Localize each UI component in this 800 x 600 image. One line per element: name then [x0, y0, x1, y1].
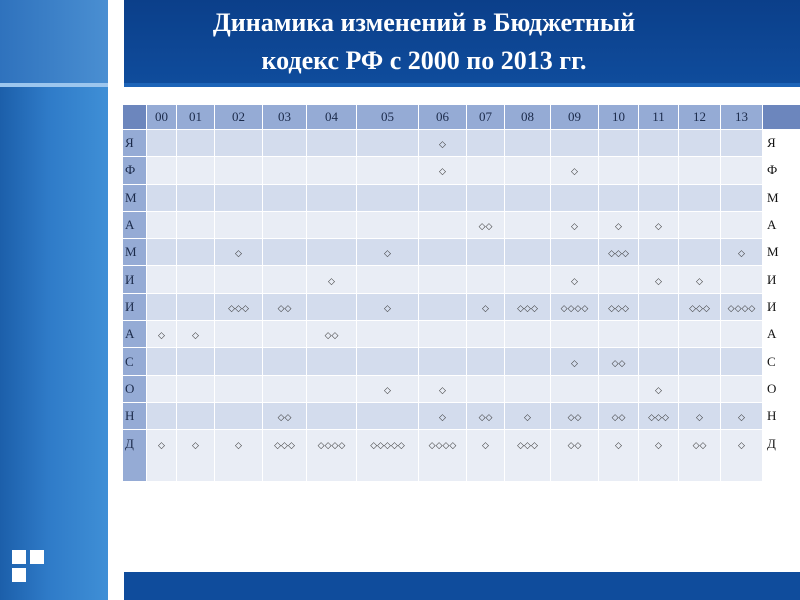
amendments-table	[122, 104, 800, 482]
table-cell	[147, 293, 177, 320]
table-cell	[467, 293, 505, 320]
table-row	[123, 402, 800, 429]
amendment-marker: ◇◇◇◇	[317, 441, 346, 452]
row-label-right: Д	[763, 430, 800, 482]
col-header: 11	[639, 105, 679, 130]
table-cell	[721, 375, 763, 402]
table-cell	[215, 375, 263, 402]
amendment-marker: ◇	[158, 441, 165, 452]
amendment-marker: ◇◇◇	[648, 413, 669, 424]
amendment-marker: ◇	[158, 331, 165, 342]
table-cell	[419, 211, 467, 238]
table-cell	[147, 430, 177, 482]
amendment-marker: ◇◇◇◇	[560, 303, 589, 314]
amendment-marker: ◇◇◇	[608, 249, 629, 260]
table-cell	[263, 211, 307, 238]
amendment-marker: ◇◇	[611, 413, 626, 424]
table-cell	[215, 293, 263, 320]
table-cell	[599, 402, 639, 429]
slide-title-line2: кодекс РФ с 2000 по 2013 гг.	[261, 46, 587, 75]
table-row	[123, 184, 800, 211]
table-cell	[639, 157, 679, 184]
amendment-marker: ◇◇◇	[689, 303, 710, 314]
row-label-right: А	[763, 321, 800, 348]
table-cell	[551, 266, 599, 293]
amendment-marker: ◇	[439, 413, 446, 424]
table-cell	[419, 321, 467, 348]
table-cell	[307, 430, 357, 482]
col-header: 07	[467, 105, 505, 130]
table-cell	[357, 402, 419, 429]
table-cell	[419, 402, 467, 429]
table-cell	[551, 375, 599, 402]
table-cell	[467, 375, 505, 402]
table-cell	[419, 266, 467, 293]
table-cell	[505, 321, 551, 348]
table-cell	[357, 239, 419, 266]
col-header: 01	[177, 105, 215, 130]
divider-line	[118, 0, 120, 600]
table-cell	[177, 184, 215, 211]
amendment-marker: ◇◇◇	[274, 441, 295, 452]
table-cell	[307, 211, 357, 238]
amendment-marker: ◇◇◇	[517, 441, 538, 452]
amendment-marker: ◇	[439, 140, 446, 151]
row-label: А	[123, 321, 147, 348]
col-header: 13	[721, 105, 763, 130]
amendment-marker: ◇	[384, 249, 391, 260]
table-cell	[551, 293, 599, 320]
amendment-marker: ◇	[482, 441, 489, 452]
row-label: М	[123, 184, 147, 211]
table-row	[123, 266, 800, 293]
table-cell	[467, 266, 505, 293]
table-row	[123, 430, 800, 482]
amendment-marker: ◇	[655, 441, 662, 452]
table-cell	[639, 184, 679, 211]
table-cell	[599, 239, 639, 266]
col-header: 06	[419, 105, 467, 130]
table-cell	[721, 130, 763, 157]
table-cell	[419, 130, 467, 157]
row-label: Н	[123, 402, 147, 429]
table-cell	[599, 211, 639, 238]
table-cell	[147, 402, 177, 429]
table-cell	[551, 321, 599, 348]
row-label: А	[123, 211, 147, 238]
amendment-marker: ◇	[655, 385, 662, 396]
table-cell	[177, 375, 215, 402]
row-label: Я	[123, 130, 147, 157]
table-cell	[679, 211, 721, 238]
table-cell	[551, 211, 599, 238]
table-row	[123, 321, 800, 348]
table-cell	[147, 239, 177, 266]
row-label: Ф	[123, 157, 147, 184]
table-cell	[551, 348, 599, 375]
table-cell	[639, 375, 679, 402]
row-label: И	[123, 293, 147, 320]
table-cell	[307, 184, 357, 211]
row-label-right: М	[763, 184, 800, 211]
table-cell	[307, 130, 357, 157]
table-cell	[215, 321, 263, 348]
table-cell	[307, 375, 357, 402]
amendment-marker: ◇	[571, 276, 578, 287]
row-label-right: И	[763, 266, 800, 293]
amendment-marker: ◇	[738, 441, 745, 452]
amendment-marker: ◇◇◇	[228, 303, 249, 314]
table-cell	[639, 211, 679, 238]
row-label-right: Ф	[763, 157, 800, 184]
table-cell	[639, 348, 679, 375]
table-row	[123, 375, 800, 402]
table-cell	[679, 375, 721, 402]
table-cell	[639, 430, 679, 482]
table-cell	[467, 157, 505, 184]
table-cell	[263, 348, 307, 375]
table-cell	[551, 157, 599, 184]
col-header: 05	[357, 105, 419, 130]
amendment-marker: ◇◇	[611, 358, 626, 369]
table-cell	[357, 157, 419, 184]
amendment-marker: ◇◇◇	[517, 303, 538, 314]
col-header: 02	[215, 105, 263, 130]
amendment-marker: ◇	[738, 249, 745, 260]
col-header: 00	[147, 105, 177, 130]
table-cell	[505, 239, 551, 266]
col-header: 09	[551, 105, 599, 130]
table-cell	[357, 430, 419, 482]
table-cell	[215, 130, 263, 157]
table-cell	[505, 402, 551, 429]
row-label-right: А	[763, 211, 800, 238]
table-cell	[147, 375, 177, 402]
table-cell	[505, 184, 551, 211]
table-cell	[551, 430, 599, 482]
table-cell	[147, 157, 177, 184]
table-cell	[419, 430, 467, 482]
table-cell	[599, 184, 639, 211]
table-cell	[505, 211, 551, 238]
amendment-marker: ◇◇	[692, 441, 707, 452]
table-cell	[263, 266, 307, 293]
table-cell	[215, 348, 263, 375]
logo-icon	[12, 550, 46, 584]
left-top-band	[0, 0, 108, 83]
table-cell	[551, 130, 599, 157]
row-label: О	[123, 375, 147, 402]
table-cell	[467, 130, 505, 157]
table-row	[123, 157, 800, 184]
table-cell	[721, 211, 763, 238]
table-cell	[639, 293, 679, 320]
table-cell	[679, 402, 721, 429]
table-cell	[505, 266, 551, 293]
table-cell	[505, 375, 551, 402]
table-cell	[639, 402, 679, 429]
table-cell	[419, 157, 467, 184]
amendment-marker: ◇	[482, 303, 489, 314]
table-cell	[147, 266, 177, 293]
amendment-marker: ◇◇	[567, 413, 582, 424]
table-cell	[357, 375, 419, 402]
table-cell	[467, 430, 505, 482]
amendment-marker: ◇◇	[478, 222, 493, 233]
amendment-marker: ◇	[738, 413, 745, 424]
table-cell	[177, 321, 215, 348]
amendment-marker: ◇	[696, 276, 703, 287]
amendment-marker: ◇	[439, 385, 446, 396]
table-cell	[679, 293, 721, 320]
amendment-marker: ◇	[524, 413, 531, 424]
table-cell	[147, 348, 177, 375]
table-cell	[721, 184, 763, 211]
amendment-marker: ◇	[615, 222, 622, 233]
amendment-marker: ◇	[328, 276, 335, 287]
table-cell	[177, 157, 215, 184]
table-cell	[307, 266, 357, 293]
table-cell	[307, 348, 357, 375]
table-cell	[147, 130, 177, 157]
table-cell	[679, 184, 721, 211]
col-header: 10	[599, 105, 639, 130]
table-cell	[679, 348, 721, 375]
table-cell	[599, 157, 639, 184]
amendment-marker: ◇	[235, 249, 242, 260]
table-cell	[357, 293, 419, 320]
amendment-marker: ◇	[696, 413, 703, 424]
table-cell	[215, 157, 263, 184]
table-cell	[419, 348, 467, 375]
table-cell	[419, 375, 467, 402]
table-cell	[215, 239, 263, 266]
col-header: 03	[263, 105, 307, 130]
table-cell	[599, 348, 639, 375]
table-cell	[639, 266, 679, 293]
table-cell	[721, 402, 763, 429]
table-cell	[721, 321, 763, 348]
amendment-marker: ◇◇	[277, 303, 292, 314]
table-cell	[147, 184, 177, 211]
table-cell	[679, 430, 721, 482]
amendment-marker: ◇	[192, 441, 199, 452]
table-cell	[177, 130, 215, 157]
table-cell	[177, 266, 215, 293]
slide-title	[124, 4, 724, 80]
table-cell	[467, 239, 505, 266]
row-label: М	[123, 239, 147, 266]
table-cell	[263, 321, 307, 348]
table-cell	[263, 402, 307, 429]
table-cell	[551, 239, 599, 266]
table-row	[123, 130, 800, 157]
table-cell	[467, 211, 505, 238]
table-cell	[263, 157, 307, 184]
amendment-marker: ◇	[571, 167, 578, 178]
table-cell	[505, 430, 551, 482]
table-row	[123, 239, 800, 266]
table-cell	[177, 211, 215, 238]
left-decor-panel	[0, 0, 108, 600]
table-cell	[177, 293, 215, 320]
table-cell	[147, 211, 177, 238]
table-cell	[679, 321, 721, 348]
divider-line	[109, 0, 111, 600]
amendment-marker: ◇◇◇◇	[727, 303, 756, 314]
table-cell	[215, 184, 263, 211]
table-cell	[215, 211, 263, 238]
table-cell	[419, 184, 467, 211]
table-cell	[505, 157, 551, 184]
table-cell	[307, 321, 357, 348]
amendment-marker: ◇	[615, 441, 622, 452]
table-cell	[357, 184, 419, 211]
table-cell	[419, 239, 467, 266]
table-cell	[721, 293, 763, 320]
table-cell	[307, 293, 357, 320]
amendment-marker: ◇◇	[567, 441, 582, 452]
table-cell	[215, 430, 263, 482]
table-corner-cell	[123, 105, 147, 130]
table-cell	[147, 321, 177, 348]
table-cell	[679, 157, 721, 184]
amendment-marker: ◇◇	[277, 413, 292, 424]
row-label-right: Н	[763, 402, 800, 429]
amendment-marker: ◇◇	[324, 331, 339, 342]
table-cell	[357, 211, 419, 238]
table-row	[123, 293, 800, 320]
table-cell	[307, 402, 357, 429]
table-cell	[263, 184, 307, 211]
table-cell	[505, 130, 551, 157]
table-cell	[599, 430, 639, 482]
table-cell	[505, 348, 551, 375]
table-cell	[599, 130, 639, 157]
table-cell	[357, 321, 419, 348]
amendment-marker: ◇	[439, 167, 446, 178]
col-header: 04	[307, 105, 357, 130]
table-cell	[357, 130, 419, 157]
amendment-marker: ◇◇◇◇	[428, 441, 457, 452]
table-row	[123, 211, 800, 238]
table-row	[123, 348, 800, 375]
row-label-right: О	[763, 375, 800, 402]
table-cell	[467, 184, 505, 211]
table-cell	[551, 402, 599, 429]
table-cell	[419, 293, 467, 320]
table-cell	[357, 348, 419, 375]
row-label-right: Я	[763, 130, 800, 157]
table-cell	[599, 321, 639, 348]
table-cell	[467, 321, 505, 348]
title-strip	[124, 83, 800, 87]
table-cell	[639, 321, 679, 348]
amendment-marker: ◇	[384, 303, 391, 314]
table-cell	[721, 157, 763, 184]
table-cell	[263, 293, 307, 320]
table-cell	[721, 348, 763, 375]
amendment-marker: ◇	[571, 222, 578, 233]
table-corner-cell	[763, 105, 800, 130]
table-cell	[679, 239, 721, 266]
amendment-marker: ◇	[192, 331, 199, 342]
amendment-marker: ◇◇◇◇◇	[370, 441, 405, 452]
table-cell	[215, 266, 263, 293]
left-light-strip	[0, 83, 108, 87]
table-cell	[357, 266, 419, 293]
row-label: Д	[123, 430, 147, 482]
amendment-marker: ◇	[655, 276, 662, 287]
row-label-right: И	[763, 293, 800, 320]
table-cell	[721, 430, 763, 482]
amendment-marker: ◇	[655, 222, 662, 233]
row-label: С	[123, 348, 147, 375]
table-cell	[599, 266, 639, 293]
table-cell	[177, 239, 215, 266]
table-cell	[599, 293, 639, 320]
table-cell	[177, 430, 215, 482]
table-cell	[505, 293, 551, 320]
table-cell	[263, 239, 307, 266]
amendment-marker: ◇◇◇	[608, 303, 629, 314]
amendment-marker: ◇◇	[478, 413, 493, 424]
table-cell	[639, 130, 679, 157]
table-cell	[551, 184, 599, 211]
table-cell	[263, 430, 307, 482]
table-cell	[679, 266, 721, 293]
table-cell	[467, 348, 505, 375]
row-label-right: С	[763, 348, 800, 375]
table-cell	[263, 130, 307, 157]
table-cell	[215, 402, 263, 429]
table-cell	[721, 239, 763, 266]
amendment-marker: ◇	[235, 441, 242, 452]
table-cell	[177, 348, 215, 375]
slide-title-line1: Динамика изменений в Бюджетный	[212, 8, 636, 37]
row-label-right: М	[763, 239, 800, 266]
table-cell	[467, 402, 505, 429]
table-cell	[307, 157, 357, 184]
table-cell	[307, 239, 357, 266]
table-cell	[263, 375, 307, 402]
footer-band	[124, 572, 800, 600]
table-cell	[721, 266, 763, 293]
amendment-marker: ◇	[384, 385, 391, 396]
table-cell	[177, 402, 215, 429]
row-label: И	[123, 266, 147, 293]
table-header-row	[123, 105, 800, 130]
table-cell	[599, 375, 639, 402]
table-cell	[679, 130, 721, 157]
col-header: 08	[505, 105, 551, 130]
table-cell	[639, 239, 679, 266]
amendment-marker: ◇	[571, 358, 578, 369]
col-header: 12	[679, 105, 721, 130]
